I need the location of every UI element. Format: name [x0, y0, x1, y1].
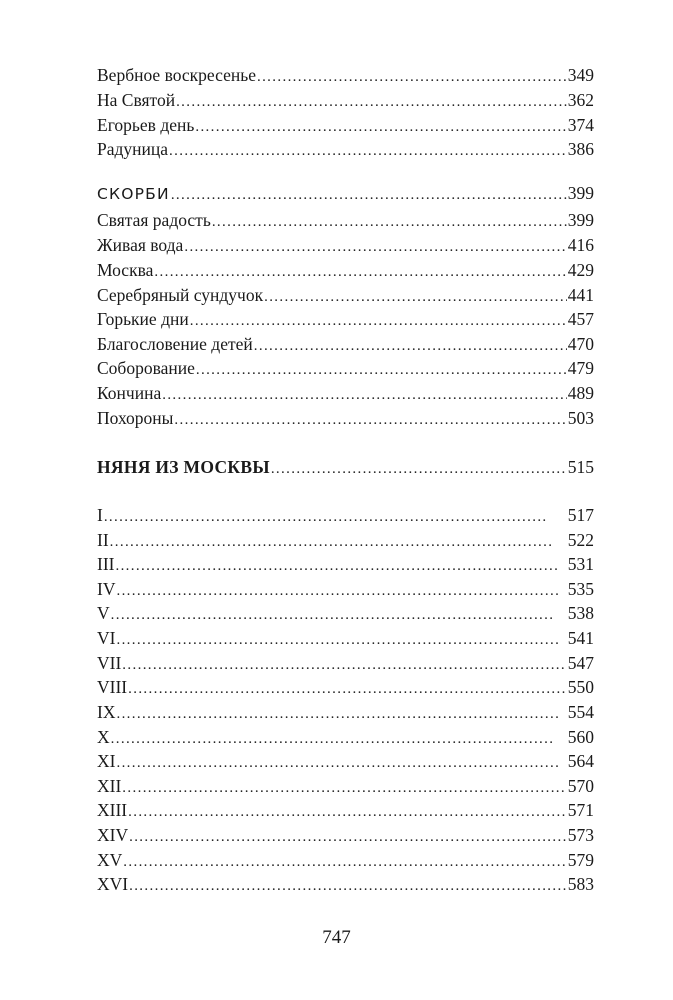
entry-title: Егорьев день	[97, 115, 195, 135]
entry-page: 479	[567, 358, 594, 378]
dot-leader	[116, 702, 566, 724]
toc-entry	[97, 356, 594, 380]
entry-page: 429	[567, 260, 594, 280]
entry-page: 489	[567, 383, 594, 403]
toc-entry	[97, 208, 594, 232]
dot-leader	[196, 358, 567, 380]
entry-page: 399	[567, 210, 594, 230]
toc-entry	[97, 700, 594, 724]
dot-leader	[257, 65, 567, 87]
entry-title: XII	[97, 776, 122, 796]
entry-title: Радуница	[97, 139, 169, 159]
entry-title: Живая вода	[97, 235, 184, 255]
dot-leader	[123, 850, 566, 872]
toc-entry	[97, 552, 594, 576]
entry-page: 531	[567, 554, 594, 574]
toc-entry	[97, 113, 594, 137]
toc-entry	[97, 332, 594, 356]
entry-title: Благословение детей	[97, 334, 253, 354]
entry-page: 541	[567, 628, 594, 648]
toc-entry	[97, 725, 594, 749]
toc-entry	[97, 406, 594, 430]
entry-page: 362	[567, 90, 594, 110]
toc-entry	[97, 137, 594, 161]
dot-leader	[104, 505, 567, 527]
entry-page: 535	[567, 579, 594, 599]
entry-page: 517	[567, 505, 594, 525]
dot-leader	[190, 309, 567, 331]
dot-leader	[115, 554, 566, 576]
entry-page: 386	[567, 139, 594, 159]
entry-page: 399	[567, 183, 594, 203]
toc-entry	[97, 88, 594, 112]
dot-leader	[154, 260, 566, 282]
entry-title: VII	[97, 653, 122, 673]
entry-title: Серебряный сундучок	[97, 285, 264, 305]
toc-entry	[97, 675, 594, 699]
dot-leader	[169, 139, 567, 161]
entry-title: Похороны	[97, 408, 174, 428]
entry-page: 554	[567, 702, 594, 722]
entry-page: 547	[567, 653, 594, 673]
dot-leader	[116, 751, 566, 773]
dot-leader	[122, 776, 566, 798]
toc-entry	[97, 503, 594, 527]
part-title: НЯНЯ ИЗ МОСКВЫ	[97, 457, 270, 477]
dot-leader	[116, 628, 566, 650]
entry-page: 374	[567, 115, 594, 135]
entry-title: IX	[97, 702, 116, 722]
entry-page: 416	[567, 235, 594, 255]
dot-leader	[111, 727, 567, 749]
entry-page: 564	[567, 751, 594, 771]
toc-entry	[97, 528, 594, 552]
entry-page: 470	[567, 334, 594, 354]
entry-page: 573	[567, 825, 594, 845]
toc-part-heading	[97, 455, 594, 479]
entry-page: 538	[567, 603, 594, 623]
dot-leader	[212, 210, 567, 232]
dot-leader	[195, 115, 566, 137]
entry-page: 349	[567, 65, 594, 85]
toc-section-heading	[97, 181, 594, 205]
entry-title: III	[97, 554, 115, 574]
entry-page: 560	[567, 727, 594, 747]
toc-entry	[97, 63, 594, 87]
toc-entry	[97, 774, 594, 798]
entry-title: Горькие дни	[97, 309, 189, 329]
toc-entry	[97, 601, 594, 625]
entry-page: 457	[567, 309, 594, 329]
entry-title: Святая радость	[97, 210, 211, 230]
entry-title: XI	[97, 751, 116, 771]
entry-title: Кончина	[97, 383, 162, 403]
entry-page: 583	[567, 874, 594, 894]
entry-title: IV	[97, 579, 116, 599]
entry-title: II	[97, 530, 109, 550]
dot-leader	[128, 800, 567, 822]
entry-title: Соборование	[97, 358, 195, 378]
entry-title: Вербное воскресенье	[97, 65, 256, 85]
entry-title: На Святой	[97, 90, 176, 110]
section-title: СКОРБИ	[97, 185, 170, 203]
entry-title: XIV	[97, 825, 129, 845]
entry-title: XIII	[97, 800, 128, 820]
entry-page: 441	[567, 285, 594, 305]
entry-page: 522	[567, 530, 594, 550]
entry-title: I	[97, 505, 103, 525]
entry-title: Москва	[97, 260, 154, 280]
entry-title: XVI	[97, 874, 129, 894]
toc-entry	[97, 651, 594, 675]
toc-entry	[97, 798, 594, 822]
dot-leader	[110, 530, 567, 552]
dot-leader	[264, 285, 567, 307]
dot-leader	[162, 383, 567, 405]
entry-page: 515	[567, 457, 594, 477]
toc-entry	[97, 823, 594, 847]
entry-title: V	[97, 603, 110, 623]
dot-leader	[128, 677, 567, 699]
dot-leader	[116, 579, 566, 601]
entry-title: XV	[97, 850, 123, 870]
entry-page: 579	[567, 850, 594, 870]
dot-leader	[129, 825, 567, 847]
dot-leader	[184, 235, 566, 257]
dot-leader	[122, 653, 566, 675]
entry-page: 570	[567, 776, 594, 796]
page-number: 747	[322, 927, 351, 948]
toc-entry	[97, 848, 594, 872]
entry-title: VI	[97, 628, 116, 648]
dot-leader	[111, 603, 567, 625]
toc-entry	[97, 749, 594, 773]
toc-entry	[97, 307, 594, 331]
toc-entry	[97, 577, 594, 601]
dot-leader	[254, 334, 567, 356]
entry-page: 550	[567, 677, 594, 697]
entry-page: 571	[567, 800, 594, 820]
entry-title: VIII	[97, 677, 128, 697]
dot-leader	[176, 90, 567, 112]
entry-title: X	[97, 727, 110, 747]
toc-entry	[97, 381, 594, 405]
toc-entry	[97, 626, 594, 650]
dot-leader	[271, 457, 567, 479]
dot-leader	[174, 408, 566, 430]
entry-page: 503	[567, 408, 594, 428]
toc-entry	[97, 872, 594, 896]
toc-entry	[97, 233, 594, 257]
dot-leader	[171, 183, 567, 205]
toc-entry	[97, 283, 594, 307]
dot-leader	[129, 874, 567, 896]
toc-entry	[97, 258, 594, 282]
